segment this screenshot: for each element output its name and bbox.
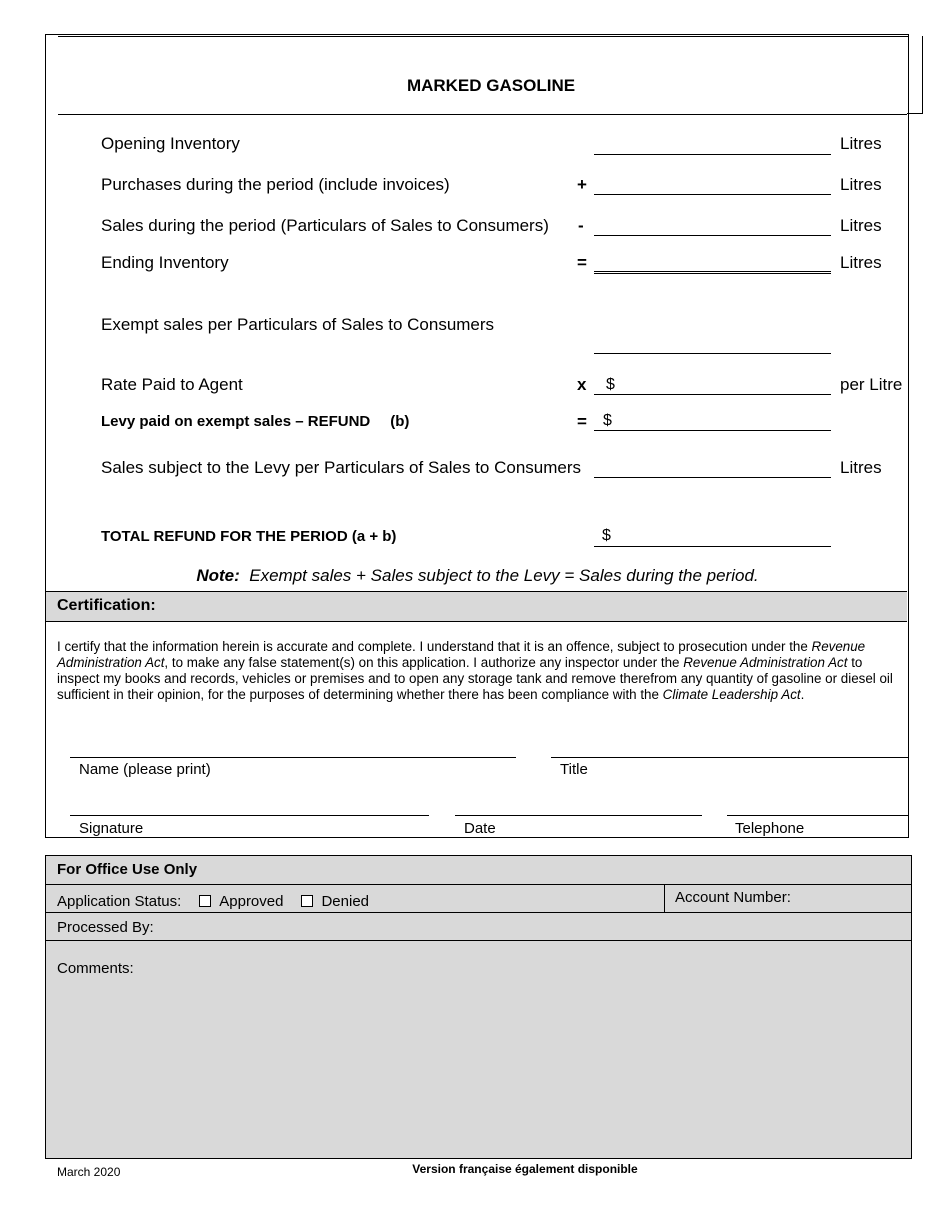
title-label: Title: [560, 761, 588, 778]
exempt-sales-field[interactable]: [594, 333, 831, 354]
date-line[interactable]: [455, 815, 702, 816]
minus-symbol: -: [578, 216, 584, 235]
total-currency: $: [602, 527, 611, 544]
opening-inventory-field[interactable]: [594, 134, 831, 155]
cert-text-1: I certify that the information herein is accurate and complete. I understand that it is an offence, subject to prosecution under the: [57, 639, 812, 654]
certification-header: [46, 591, 907, 622]
ending-inventory-field[interactable]: [594, 251, 831, 274]
telephone-line[interactable]: [727, 815, 908, 816]
sales-field[interactable]: [594, 215, 831, 236]
opening-inventory-unit: Litres: [840, 134, 882, 153]
opening-inventory-label: Opening Inventory: [101, 134, 240, 153]
right-tab-edge: [922, 36, 923, 114]
levy-equals-symbol: =: [577, 412, 587, 431]
footer-french: Version française également disponible: [412, 1162, 638, 1176]
purchases-unit: Litres: [840, 175, 882, 194]
levy-refund-text: Levy paid on exempt sales – REFUND: [101, 413, 371, 430]
purchases-label: Purchases during the period (include invoices): [101, 175, 450, 194]
approved-checkbox[interactable]: [199, 895, 211, 907]
note-text: Exempt sales + Sales subject to the Levy = Sales during the period.: [249, 566, 759, 585]
status-label: Application Status:: [57, 893, 182, 910]
certification-text: [57, 639, 897, 703]
title-line[interactable]: [551, 757, 908, 758]
cert-text-2: , to make any false statement(s) on this application. I authorize any inspector under the: [164, 655, 684, 670]
processed-by-label: Processed By:: [57, 919, 154, 936]
footer-date: March 2020: [57, 1165, 121, 1179]
name-line[interactable]: [70, 757, 516, 758]
account-number-label: Account Number:: [675, 889, 791, 906]
cert-text-3: to inspect my books and records, vehicles or premises and to open any storage tank and remove therefrom any quantity of gasoline or diesel oil sufficient in their opinion, for the purposes of determining whether there has been compliance with the: [57, 655, 893, 702]
note: [0, 566, 950, 586]
denied-label: Denied: [321, 893, 370, 910]
account-divider: [664, 884, 665, 912]
levy-sales-unit: Litres: [840, 458, 882, 477]
top-rule: [58, 36, 908, 37]
cert-act-1: Revenue Administration Act: [57, 639, 866, 670]
exempt-sales-label: Exempt sales per Particulars of Sales to Consumers: [101, 315, 495, 334]
levy-sales-field[interactable]: [594, 457, 831, 478]
comments-label: Comments:: [57, 960, 134, 977]
total-refund-field[interactable]: [594, 526, 831, 547]
approved-label: Approved: [219, 893, 284, 910]
plus-symbol: +: [577, 175, 587, 194]
cert-text-4: .: [800, 687, 805, 702]
sales-label: Sales during the period (Particulars of Sales to Consumers): [101, 216, 549, 235]
date-label: Date: [464, 820, 496, 837]
right-tab-bottom: [907, 113, 923, 114]
levy-refund-tag: (b): [390, 413, 410, 430]
name-label: Name (please print): [79, 761, 211, 778]
sales-unit: Litres: [840, 216, 882, 235]
levy-refund-field[interactable]: [594, 410, 831, 431]
total-refund-label: TOTAL REFUND FOR THE PERIOD (a + b): [101, 528, 397, 545]
levy-refund-label: [101, 413, 409, 430]
application-status: [57, 893, 369, 910]
rate-currency: $: [606, 376, 615, 393]
telephone-label: Telephone: [735, 820, 805, 837]
office-divider-2: [46, 912, 911, 913]
ending-inventory-label: Ending Inventory: [101, 253, 229, 272]
office-divider-1: [46, 884, 911, 885]
signature-line[interactable]: [70, 815, 429, 816]
title-divider: [58, 114, 907, 115]
ending-inventory-unit: Litres: [840, 253, 882, 272]
times-symbol: x: [577, 375, 587, 394]
equals-symbol: =: [577, 253, 587, 272]
note-prefix: Note:: [196, 566, 240, 585]
cert-act-3: Climate Leadership Act: [662, 687, 801, 702]
rate-unit: per Litre: [840, 375, 903, 394]
page-title: MARKED GASOLINE: [406, 76, 576, 95]
purchases-field[interactable]: [594, 174, 831, 195]
office-divider-3: [46, 940, 911, 941]
levy-sales-label: Sales subject to the Levy per Particulars of Sales to Consumers: [101, 458, 582, 477]
signature-label: Signature: [79, 820, 144, 837]
denied-checkbox[interactable]: [301, 895, 313, 907]
cert-act-2: Revenue Administration Act: [683, 655, 848, 670]
office-heading: For Office Use Only: [57, 861, 198, 878]
rate-field[interactable]: [594, 374, 831, 395]
certification-heading: Certification:: [57, 597, 156, 614]
rate-label: Rate Paid to Agent: [101, 375, 243, 394]
levy-currency: $: [603, 412, 612, 429]
